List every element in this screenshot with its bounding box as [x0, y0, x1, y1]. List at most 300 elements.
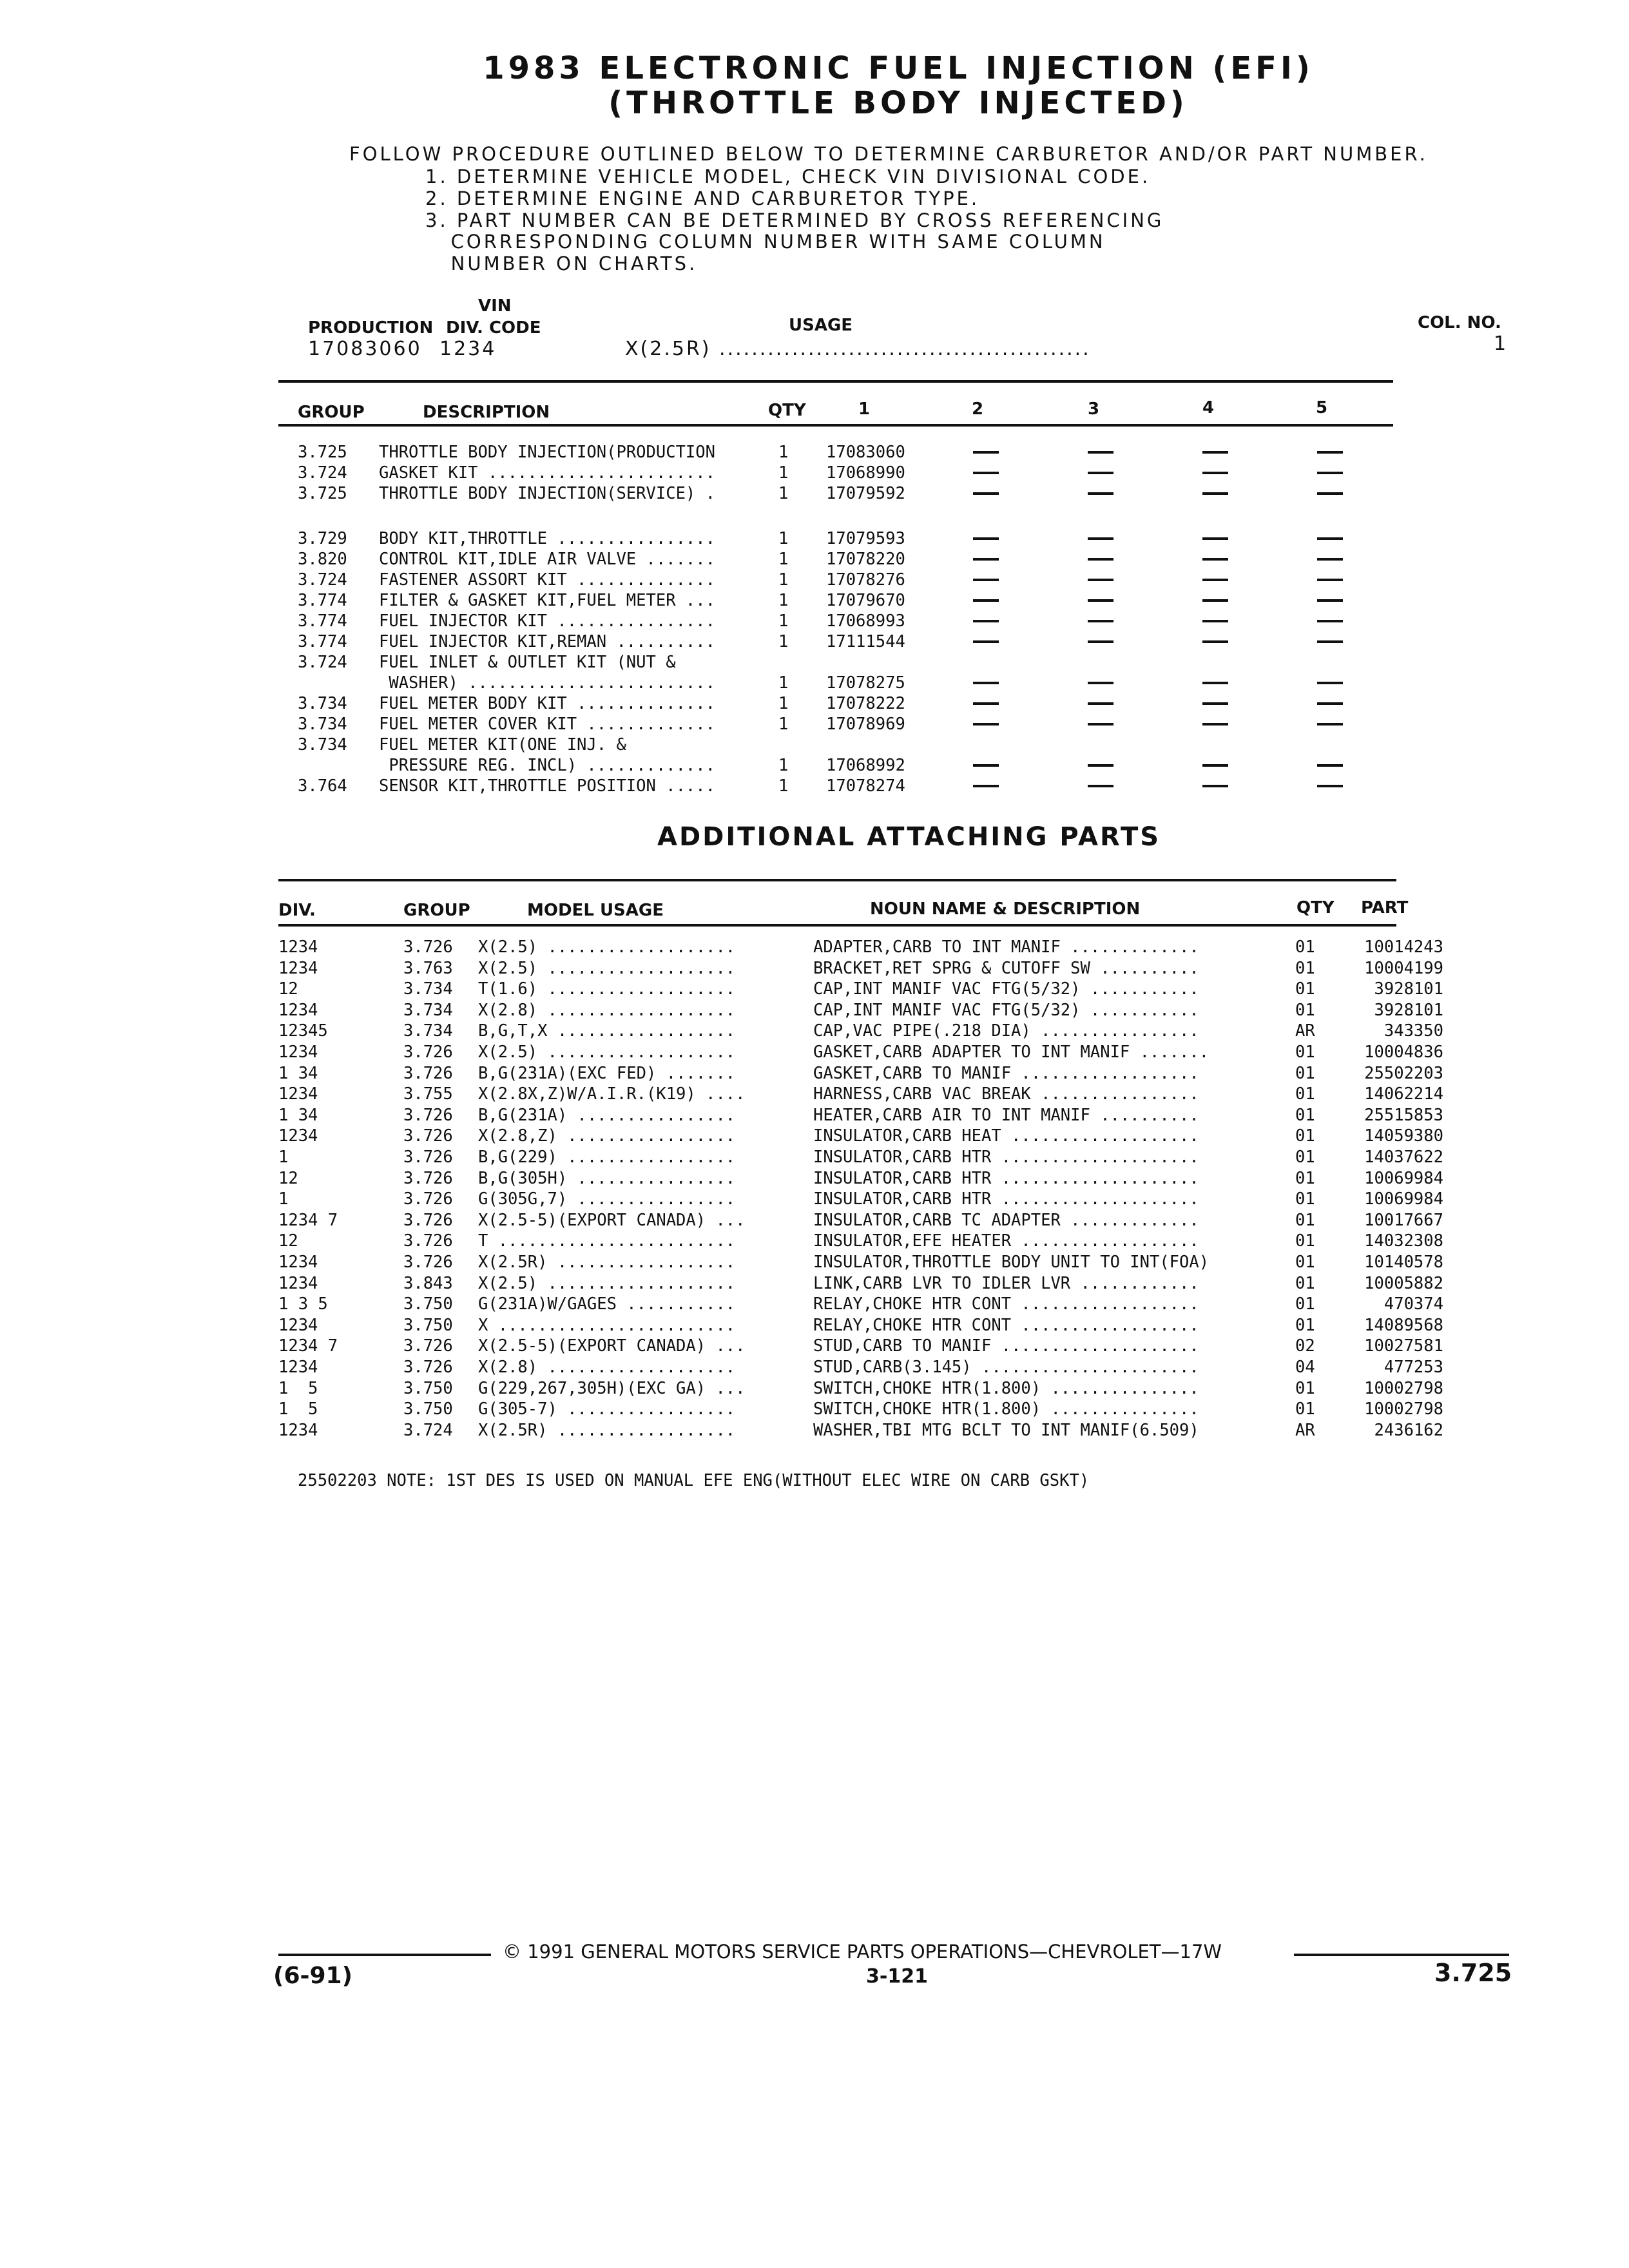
- noun-description: WASHER,TBI MTG BCLT TO INT MANIF(6.509): [813, 1420, 1199, 1440]
- empty-column-dash: [1088, 579, 1113, 581]
- part-description: BODY KIT,THROTTLE ................: [379, 529, 715, 548]
- revision-date: (6-91): [273, 1963, 352, 1989]
- noun-description: INSULATOR,THROTTLE BODY UNIT TO INT(FOA): [813, 1253, 1210, 1272]
- qty: 01: [1295, 937, 1315, 957]
- model-usage: X ........................: [478, 1315, 736, 1335]
- qty: 01: [1295, 1210, 1315, 1230]
- qty: 01: [1295, 1105, 1315, 1125]
- part-number: 10140578: [1364, 1253, 1443, 1272]
- group-number: 3.726: [403, 1336, 453, 1356]
- part-group: 3.774: [298, 632, 347, 651]
- model-usage: B,G(305H) ................: [478, 1168, 736, 1188]
- part-description: FUEL METER BODY KIT ..............: [379, 694, 715, 713]
- empty-column-dash: [973, 451, 999, 454]
- noun-description: BRACKET,RET SPRG & CUTOFF SW ..........: [813, 958, 1199, 978]
- part-number: 10002798: [1364, 1399, 1443, 1419]
- empty-column-dash: [1088, 537, 1113, 540]
- group-number: 3.726: [403, 1105, 453, 1125]
- empty-column-dash: [1202, 579, 1228, 581]
- group-header: GROUP: [403, 901, 470, 920]
- noun-description: INSULATOR,CARB HTR ....................: [813, 1189, 1199, 1209]
- model-usage: G(305-7) .................: [478, 1399, 736, 1419]
- part-group: 3.729: [298, 529, 347, 548]
- qty: AR: [1295, 1021, 1315, 1041]
- procedure-step: 3. PART NUMBER CAN BE DETERMINED BY CROSS REFERENCING: [425, 209, 1164, 231]
- div-code: 12: [278, 1168, 298, 1188]
- group-number: 3.726: [403, 937, 453, 957]
- part-qty: 1: [778, 463, 789, 483]
- qty-header: QTY: [768, 401, 806, 420]
- model-usage-header: MODEL USAGE: [527, 901, 664, 920]
- empty-column-dash: [973, 537, 999, 540]
- part-group: 3.774: [298, 591, 347, 610]
- table-rule: [278, 924, 1396, 927]
- part-qty: 1: [778, 756, 789, 775]
- part-number: 10004836: [1364, 1043, 1443, 1062]
- section-number: 3.725: [1434, 1959, 1512, 1987]
- procedure-intro: FOLLOW PROCEDURE OUTLINED BELOW TO DETERMINE CARBURETOR AND/OR PART NUMBER.: [349, 143, 1428, 165]
- qty: 01: [1295, 1000, 1315, 1020]
- part-description: FUEL INLET & OUTLET KIT (NUT &: [379, 653, 676, 672]
- group-number: 3.726: [403, 1253, 453, 1272]
- group-number: 3.726: [403, 1168, 453, 1188]
- div-code: 12: [278, 979, 298, 999]
- part-number: 17111544: [826, 632, 905, 651]
- procedure-step: 1. DETERMINE VEHICLE MODEL, CHECK VIN DIVISIONAL CODE.: [425, 166, 1151, 187]
- empty-column-dash: [1202, 620, 1228, 622]
- empty-column-dash: [1202, 492, 1228, 495]
- model-usage: G(229,267,305H)(EXC GA) ...: [478, 1378, 746, 1398]
- div-code-value: 1234: [439, 338, 497, 360]
- noun-description: SWITCH,CHOKE HTR(1.800) ...............: [813, 1399, 1199, 1419]
- part-description: PRESSURE REG. INCL) .............: [379, 756, 715, 775]
- part-qty: 1: [778, 611, 789, 631]
- group-number: 3.750: [403, 1399, 453, 1419]
- part-number: 10014243: [1364, 937, 1443, 957]
- model-usage: G(231A)W/GAGES ...........: [478, 1294, 736, 1314]
- col-1-header: 1: [858, 399, 871, 419]
- part-number: 14062214: [1364, 1084, 1443, 1104]
- model-usage: X(2.5) ...................: [478, 1043, 736, 1062]
- model-usage: B,G(231A)(EXC FED) .......: [478, 1063, 736, 1083]
- noun-description: GASKET,CARB TO MANIF ..................: [813, 1063, 1199, 1083]
- part-description: GASKET KIT .......................: [379, 463, 715, 483]
- noun-description: INSULATOR,CARB HTR ....................: [813, 1168, 1199, 1188]
- noun-description: RELAY,CHOKE HTR CONT ..................: [813, 1315, 1199, 1335]
- empty-column-dash: [1317, 620, 1343, 622]
- empty-column-dash: [1088, 599, 1113, 602]
- part-number: 25515853: [1364, 1105, 1443, 1125]
- production-value: 17083060: [308, 338, 422, 360]
- empty-column-dash: [1202, 723, 1228, 726]
- table-rule: [278, 879, 1396, 881]
- part-qty: 1: [778, 715, 789, 734]
- empty-column-dash: [1317, 785, 1343, 787]
- qty: 02: [1295, 1336, 1315, 1356]
- qty: 01: [1295, 1231, 1315, 1251]
- group-number: 3.750: [403, 1294, 453, 1314]
- procedure-step: CORRESPONDING COLUMN NUMBER WITH SAME COLUMN: [425, 231, 1106, 253]
- qty-header: QTY: [1296, 898, 1335, 918]
- empty-column-dash: [1088, 702, 1113, 705]
- empty-column-dash: [1202, 702, 1228, 705]
- group-number: 3.726: [403, 1126, 453, 1146]
- footer-rule: [278, 1954, 491, 1956]
- empty-column-dash: [1202, 785, 1228, 787]
- qty: 01: [1295, 1148, 1315, 1167]
- part-description: CONTROL KIT,IDLE AIR VALVE .......: [379, 550, 715, 569]
- div-code: 12345: [278, 1021, 328, 1041]
- empty-column-dash: [973, 620, 999, 622]
- empty-column-dash: [1088, 492, 1113, 495]
- qty: 01: [1295, 958, 1315, 978]
- div-header: DIV.: [278, 901, 316, 920]
- part-group: 3.724: [298, 653, 347, 672]
- empty-column-dash: [1317, 451, 1343, 454]
- empty-column-dash: [1317, 472, 1343, 474]
- qty: AR: [1295, 1420, 1315, 1440]
- part-number: 14059380: [1364, 1126, 1443, 1146]
- part-group: 3.774: [298, 611, 347, 631]
- div-code: 1234: [278, 1273, 318, 1293]
- qty: 01: [1295, 1273, 1315, 1293]
- empty-column-dash: [1202, 599, 1228, 602]
- div-code: 1234: [278, 1253, 318, 1272]
- empty-column-dash: [1088, 723, 1113, 726]
- group-number: 3.726: [403, 1358, 453, 1377]
- part-number: 17078222: [826, 694, 905, 713]
- part-number: 10069984: [1364, 1189, 1443, 1209]
- model-usage: X(2.5R) ..................: [478, 1253, 736, 1272]
- page-title: 1983 ELECTRONIC FUEL INJECTION (EFI): [483, 50, 1314, 86]
- group-number: 3.763: [403, 958, 453, 978]
- empty-column-dash: [1317, 764, 1343, 767]
- procedure-step: 2. DETERMINE ENGINE AND CARBURETOR TYPE.: [425, 187, 980, 209]
- model-usage: X(2.5) ...................: [478, 1273, 736, 1293]
- part-group: 3.734: [298, 735, 347, 754]
- div-code: 1 5: [278, 1399, 318, 1419]
- qty: 01: [1295, 1084, 1315, 1104]
- part-description: FASTENER ASSORT KIT ..............: [379, 570, 715, 590]
- col-3-header: 3: [1088, 399, 1100, 419]
- part-group: 3.820: [298, 550, 347, 569]
- model-usage: B,G(231A) ................: [478, 1105, 736, 1125]
- part-number: 17078275: [826, 673, 905, 693]
- empty-column-dash: [973, 682, 999, 684]
- div-code: 1234 7: [278, 1336, 338, 1356]
- part-description: WASHER) .........................: [379, 673, 715, 693]
- qty: 01: [1295, 1294, 1315, 1314]
- group-header: GROUP: [298, 403, 365, 422]
- part-description: SENSOR KIT,THROTTLE POSITION .....: [379, 776, 715, 796]
- part-qty: 1: [778, 529, 789, 548]
- empty-column-dash: [1202, 472, 1228, 474]
- empty-column-dash: [973, 702, 999, 705]
- part-group: 3.724: [298, 570, 347, 590]
- model-usage: X(2.8,Z) .................: [478, 1126, 736, 1146]
- group-number: 3.726: [403, 1043, 453, 1062]
- noun-description: CAP,INT MANIF VAC FTG(5/32) ...........: [813, 979, 1199, 999]
- noun-description: GASKET,CARB ADAPTER TO INT MANIF .......: [813, 1043, 1210, 1062]
- div-code: 12: [278, 1231, 298, 1251]
- noun-description: INSULATOR,EFE HEATER ..................: [813, 1231, 1199, 1251]
- qty: 01: [1295, 1126, 1315, 1146]
- part-qty: 1: [778, 484, 789, 503]
- part-number: 2436162: [1374, 1420, 1443, 1440]
- part-number: 17068992: [826, 756, 905, 775]
- part-description: FUEL METER KIT(ONE INJ. &: [379, 735, 626, 754]
- part-description: FUEL INJECTOR KIT,REMAN ..........: [379, 632, 715, 651]
- empty-column-dash: [1088, 472, 1113, 474]
- empty-column-dash: [1202, 537, 1228, 540]
- part-number: 10069984: [1364, 1168, 1443, 1188]
- additional-parts-title: ADDITIONAL ATTACHING PARTS: [657, 822, 1161, 852]
- col-no-header: COL. NO.: [1418, 313, 1501, 332]
- empty-column-dash: [973, 640, 999, 643]
- empty-column-dash: [1202, 640, 1228, 643]
- part-number: 470374: [1383, 1294, 1443, 1314]
- procedure-step: NUMBER ON CHARTS.: [425, 253, 698, 274]
- table-rule: [278, 424, 1393, 427]
- part-qty: 1: [778, 632, 789, 651]
- part-qty: 1: [778, 694, 789, 713]
- part-description: THROTTLE BODY INJECTION(PRODUCTION: [379, 443, 715, 462]
- group-number: 3.750: [403, 1378, 453, 1398]
- part-number: 3928101: [1374, 1000, 1443, 1020]
- div-code: 1234: [278, 1084, 318, 1104]
- empty-column-dash: [1088, 640, 1113, 643]
- noun-description: INSULATOR,CARB HEAT ...................: [813, 1126, 1199, 1146]
- qty: 01: [1295, 1189, 1315, 1209]
- empty-column-dash: [973, 579, 999, 581]
- part-number: 14032308: [1364, 1231, 1443, 1251]
- model-usage: X(2.5R) ..................: [478, 1420, 736, 1440]
- empty-column-dash: [1317, 723, 1343, 726]
- model-usage: X(2.8) ...................: [478, 1000, 736, 1020]
- col-2-header: 2: [972, 399, 984, 419]
- model-usage: B,G,T,X ..................: [478, 1021, 736, 1041]
- div-code: 1 3 5: [278, 1294, 328, 1314]
- usage-value: X(2.5R) ..............................................: [625, 338, 1091, 360]
- part-number: 17083060: [826, 443, 905, 462]
- noun-description: INSULATOR,CARB HTR ....................: [813, 1148, 1199, 1167]
- qty: 01: [1295, 1253, 1315, 1272]
- part-number: 17078276: [826, 570, 905, 590]
- part-number: 10004199: [1364, 958, 1443, 978]
- model-usage: X(2.5-5)(EXPORT CANADA) ...: [478, 1336, 746, 1356]
- noun-description: SWITCH,CHOKE HTR(1.800) ...............: [813, 1378, 1199, 1398]
- empty-column-dash: [973, 558, 999, 561]
- group-number: 3.734: [403, 979, 453, 999]
- div-code: 1 34: [278, 1063, 318, 1083]
- group-number: 3.726: [403, 1063, 453, 1083]
- group-number: 3.726: [403, 1189, 453, 1209]
- production-header: PRODUCTION: [308, 318, 434, 338]
- table-rule: [278, 380, 1393, 383]
- part-number: 343350: [1383, 1021, 1443, 1041]
- note: 25502203 NOTE: 1ST DES IS USED ON MANUAL EFE ENG(WITHOUT ELEC WIRE ON CARB GSKT): [298, 1471, 1090, 1490]
- empty-column-dash: [1202, 451, 1228, 454]
- empty-column-dash: [973, 723, 999, 726]
- part-number: 17078220: [826, 550, 905, 569]
- empty-column-dash: [1202, 682, 1228, 684]
- qty: 01: [1295, 1043, 1315, 1062]
- empty-column-dash: [1088, 451, 1113, 454]
- noun-description: CAP,VAC PIPE(.218 DIA) ................: [813, 1021, 1199, 1041]
- noun-description: HARNESS,CARB VAC BREAK ................: [813, 1084, 1199, 1104]
- group-number: 3.755: [403, 1084, 453, 1104]
- part-qty: 1: [778, 591, 789, 610]
- model-usage: G(305G,7) ................: [478, 1189, 736, 1209]
- model-usage: X(2.8X,Z)W/A.I.R.(K19) ....: [478, 1084, 746, 1104]
- part-qty: 1: [778, 776, 789, 796]
- empty-column-dash: [973, 785, 999, 787]
- model-usage: X(2.5-5)(EXPORT CANADA) ...: [478, 1210, 746, 1230]
- part-number: 17079593: [826, 529, 905, 548]
- part-number: 17078969: [826, 715, 905, 734]
- col-4-header: 4: [1202, 398, 1215, 418]
- empty-column-dash: [1088, 558, 1113, 561]
- group-number: 3.726: [403, 1148, 453, 1167]
- noun-description: RELAY,CHOKE HTR CONT ..................: [813, 1294, 1199, 1314]
- part-number: 10027581: [1364, 1336, 1443, 1356]
- part-header: PART: [1361, 898, 1409, 918]
- div-code: 1 5: [278, 1378, 318, 1398]
- part-number: 10002798: [1364, 1378, 1443, 1398]
- part-number: 17068993: [826, 611, 905, 631]
- noun-description: LINK,CARB LVR TO IDLER LVR ............: [813, 1273, 1199, 1293]
- empty-column-dash: [1202, 558, 1228, 561]
- group-number: 3.734: [403, 1000, 453, 1020]
- part-group: 3.725: [298, 443, 347, 462]
- noun-description: INSULATOR,CARB TC ADAPTER .............: [813, 1210, 1199, 1230]
- div-code: 1234: [278, 1315, 318, 1335]
- empty-column-dash: [1317, 702, 1343, 705]
- div-code: 1234: [278, 958, 318, 978]
- empty-column-dash: [1088, 764, 1113, 767]
- empty-column-dash: [973, 472, 999, 474]
- part-group: 3.764: [298, 776, 347, 796]
- noun-description: ADAPTER,CARB TO INT MANIF .............: [813, 937, 1199, 957]
- group-number: 3.726: [403, 1210, 453, 1230]
- part-number: 3928101: [1374, 979, 1443, 999]
- empty-column-dash: [1317, 579, 1343, 581]
- empty-column-dash: [1088, 682, 1113, 684]
- part-number: 17078274: [826, 776, 905, 796]
- group-number: 3.726: [403, 1231, 453, 1251]
- page-subtitle: (THROTTLE BODY INJECTED): [608, 85, 1188, 121]
- page-number: 3-121: [866, 1965, 928, 1988]
- group-number: 3.734: [403, 1021, 453, 1041]
- noun-description: STUD,CARB TO MANIF ....................: [813, 1336, 1199, 1356]
- part-group: 3.734: [298, 715, 347, 734]
- part-number: 14037622: [1364, 1148, 1443, 1167]
- qty: 01: [1295, 1399, 1315, 1419]
- empty-column-dash: [1317, 682, 1343, 684]
- footer-rule: [1294, 1954, 1509, 1956]
- part-number: 17068990: [826, 463, 905, 483]
- part-qty: 1: [778, 570, 789, 590]
- group-number: 3.750: [403, 1315, 453, 1335]
- empty-column-dash: [973, 764, 999, 767]
- part-number: 10005882: [1364, 1273, 1443, 1293]
- model-usage: T ........................: [478, 1231, 736, 1251]
- part-number: 17079670: [826, 591, 905, 610]
- noun-header: NOUN NAME & DESCRIPTION: [870, 899, 1141, 919]
- div-code: 1234 7: [278, 1210, 338, 1230]
- copyright: © 1991 GENERAL MOTORS SERVICE PARTS OPERATIONS—CHEVROLET—17W: [503, 1941, 1222, 1963]
- div-code: 1234: [278, 1358, 318, 1377]
- noun-description: CAP,INT MANIF VAC FTG(5/32) ...........: [813, 1000, 1199, 1020]
- description-header: DESCRIPTION: [423, 403, 550, 422]
- empty-column-dash: [1317, 599, 1343, 602]
- part-description: THROTTLE BODY INJECTION(SERVICE) .: [379, 484, 715, 503]
- empty-column-dash: [973, 492, 999, 495]
- qty: 01: [1295, 1168, 1315, 1188]
- empty-column-dash: [1088, 620, 1113, 622]
- part-qty: 1: [778, 443, 789, 462]
- div-code-header: DIV. CODE: [446, 318, 541, 338]
- part-group: 3.725: [298, 484, 347, 503]
- noun-description: STUD,CARB(3.145) ......................: [813, 1358, 1199, 1377]
- div-code: 1234: [278, 1043, 318, 1062]
- qty: 01: [1295, 1315, 1315, 1335]
- qty: 04: [1295, 1358, 1315, 1377]
- empty-column-dash: [1088, 785, 1113, 787]
- div-code: 1: [278, 1189, 289, 1209]
- qty: 01: [1295, 1063, 1315, 1083]
- qty: 01: [1295, 1378, 1315, 1398]
- empty-column-dash: [1317, 492, 1343, 495]
- part-description: FUEL INJECTOR KIT ................: [379, 611, 715, 631]
- usage-header: USAGE: [789, 316, 853, 335]
- model-usage: X(2.8) ...................: [478, 1358, 736, 1377]
- group-number: 3.724: [403, 1420, 453, 1440]
- group-number: 3.843: [403, 1273, 453, 1293]
- col-5-header: 5: [1316, 398, 1328, 418]
- div-code: 1234: [278, 1420, 318, 1440]
- model-usage: X(2.5) ...................: [478, 958, 736, 978]
- div-code: 1234: [278, 1126, 318, 1146]
- div-code: 1234: [278, 937, 318, 957]
- part-description: FUEL METER COVER KIT .............: [379, 715, 715, 734]
- empty-column-dash: [1317, 640, 1343, 643]
- col-no-value: 1: [1494, 332, 1509, 355]
- part-number: 477253: [1383, 1358, 1443, 1377]
- empty-column-dash: [1317, 558, 1343, 561]
- part-group: 3.734: [298, 694, 347, 713]
- model-usage: T(1.6) ...................: [478, 979, 736, 999]
- part-number: 10017667: [1364, 1210, 1443, 1230]
- part-qty: 1: [778, 550, 789, 569]
- part-number: 25502203: [1364, 1063, 1443, 1083]
- noun-description: HEATER,CARB AIR TO INT MANIF ..........: [813, 1105, 1199, 1125]
- div-code: 1 34: [278, 1105, 318, 1125]
- empty-column-dash: [1317, 537, 1343, 540]
- div-code: 1: [278, 1148, 289, 1167]
- part-description: FILTER & GASKET KIT,FUEL METER ...: [379, 591, 715, 610]
- model-usage: B,G(229) .................: [478, 1148, 736, 1167]
- part-qty: 1: [778, 673, 789, 693]
- empty-column-dash: [973, 599, 999, 602]
- part-number: 17079592: [826, 484, 905, 503]
- model-usage: X(2.5) ...................: [478, 937, 736, 957]
- part-group: 3.724: [298, 463, 347, 483]
- qty: 01: [1295, 979, 1315, 999]
- empty-column-dash: [1202, 764, 1228, 767]
- part-number: 14089568: [1364, 1315, 1443, 1335]
- vin-header: VIN: [478, 296, 512, 316]
